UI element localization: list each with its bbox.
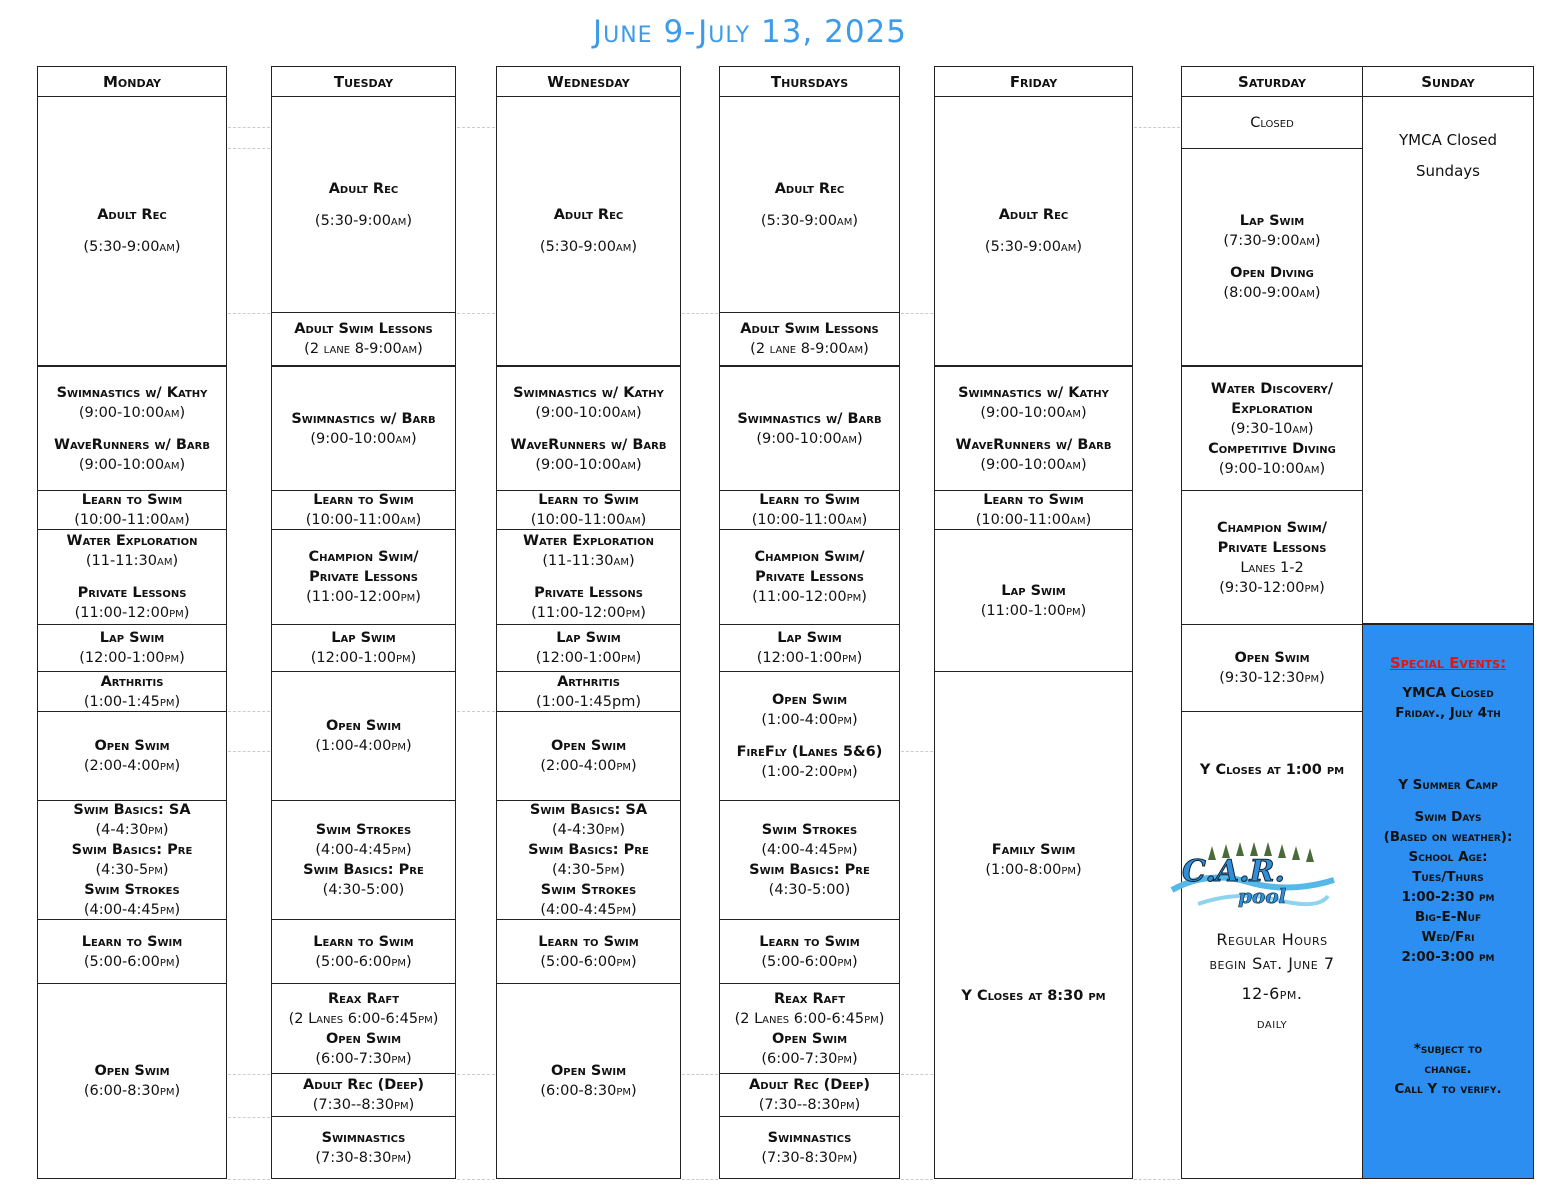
activity-time: (11:00-12:00pm) <box>752 589 867 605</box>
activity-name: Adult Rec <box>97 207 167 223</box>
day-header-sunday: Sunday <box>1362 66 1534 97</box>
activity-name: Learn to Swim <box>983 492 1084 508</box>
activity-name: WaveRunners w/ Barb <box>955 436 1112 453</box>
activity-name: Swim Basics: SA <box>529 802 648 818</box>
activity-name: Lap Swim <box>99 630 165 646</box>
schedule-block <box>719 491 900 530</box>
activity-name: Y Closes at 1:00 pm <box>1199 762 1345 778</box>
activity-time: (9:00-10:00am) <box>535 456 642 473</box>
schedule-block <box>496 625 681 672</box>
activity-name: Adult Swim Lessons <box>294 321 433 337</box>
schedule-block <box>934 672 1133 1179</box>
activity-name: Lap Swim <box>1239 213 1305 229</box>
activity-time: Sundays <box>1416 162 1480 180</box>
activity-name: Adult Rec <box>998 207 1069 223</box>
activity-time: daily <box>1256 1016 1288 1032</box>
activity-time: (4:00-4:45pm) <box>540 902 637 918</box>
schedule-block <box>719 1074 900 1117</box>
activity-time: (1:00-2:00pm) <box>761 764 858 780</box>
activity-time: (11:00-12:00pm) <box>74 605 190 621</box>
activity-time: (9:30-12:00pm) <box>1219 579 1325 596</box>
activity-time: (6:00-8:30pm) <box>83 1083 181 1099</box>
activity-time: (7:30--8:30pm) <box>312 1097 415 1113</box>
activity-time: (5:00-6:00pm) <box>540 953 637 970</box>
activity-time: (1:00-4:00pm) <box>315 738 412 754</box>
activity-time: (5:30-9:00am) <box>539 239 638 255</box>
schedule-block <box>719 530 900 625</box>
schedule-block <box>37 801 227 920</box>
activity-time: YMCA Closed <box>1399 131 1497 149</box>
schedule-block <box>496 712 681 801</box>
activity-name: Open Swim <box>771 1030 848 1047</box>
logo-text: C.A.R. <box>1182 854 1285 889</box>
activity-time: (1:00-1:45pm) <box>83 693 181 710</box>
activity-time: (5:00-6:00pm) <box>761 953 858 970</box>
schedule-block <box>37 625 227 672</box>
activity-time: (10:00-11:00am) <box>305 512 422 528</box>
activity-name: Swimnastics w/ Kathy <box>958 384 1109 401</box>
activity-name: Swim Basics: Pre <box>303 862 424 878</box>
activity-time: (5:00-6:00pm) <box>83 953 181 970</box>
schedule-block <box>719 313 900 366</box>
special-text: 2:00-3:00 pm <box>1401 949 1495 965</box>
schedule-block <box>37 712 227 801</box>
activity-name: Learn to Swim <box>759 492 860 508</box>
schedule-block <box>496 97 681 366</box>
activity-name: Open Swim <box>325 718 402 734</box>
activity-name: Reax Raft <box>773 990 846 1007</box>
activity-time: (9:00-10:00am) <box>980 404 1087 421</box>
activity-time: (2 Lanes 6:00-6:45pm) <box>288 1010 439 1027</box>
activity-time: (4:30-5:00) <box>768 882 851 898</box>
schedule-block <box>719 984 900 1074</box>
special-text: Y Summer Camp <box>1398 777 1498 793</box>
page-title: June 9-July 13, 2025 <box>592 14 907 50</box>
activity-time: (5:30-9:00am) <box>984 239 1083 255</box>
activity-time: (6:00-7:30pm) <box>315 1050 412 1067</box>
activity-name: Private Lessons <box>309 569 418 585</box>
schedule-block <box>496 530 681 625</box>
activity-name: Lap Swim <box>331 630 396 646</box>
schedule-block <box>719 920 900 984</box>
regular-hours-note <box>1182 928 1362 1036</box>
activity-name: Adult Rec <box>328 180 399 197</box>
activity-name: Swimnastics <box>767 1129 852 1146</box>
activity-time: (11-11:30am) <box>85 553 179 569</box>
activity-name: Adult Rec (Deep) <box>303 1077 424 1093</box>
activity-name: Learn to Swim <box>313 933 414 950</box>
schedule-block <box>496 920 681 984</box>
activity-name: Swim Strokes <box>315 822 412 838</box>
schedule-block <box>271 491 456 530</box>
activity-name: Private Lessons <box>534 585 643 601</box>
schedule-block <box>271 366 456 491</box>
activity-name: Adult Rec <box>553 207 624 223</box>
schedule-block <box>496 366 681 491</box>
activity-name: Champion Swim/ <box>754 549 865 565</box>
activity-name: Arthritis <box>100 673 164 690</box>
activity-time: (11:00-12:00pm) <box>306 589 421 605</box>
special-text: Call Y to verify. <box>1394 1081 1502 1097</box>
activity-time: (12:00-1:00pm) <box>535 650 642 666</box>
activity-name: Swim Strokes <box>84 882 180 898</box>
activity-time: (5:30-9:00am) <box>760 212 859 229</box>
schedule-block <box>1181 491 1363 625</box>
schedule-block <box>719 625 900 672</box>
activity-name: Learn to Swim <box>538 492 639 508</box>
special-events-panel <box>1362 624 1534 1179</box>
activity-name: FireFly (Lanes 5&6) <box>736 744 883 760</box>
activity-time: (9:30-10am) <box>1230 420 1314 437</box>
activity-name: Swim Strokes <box>761 822 858 838</box>
activity-name: Private Lessons <box>77 585 187 601</box>
activity-name: Family Swim <box>991 842 1076 858</box>
activity-time: Closed <box>1250 114 1294 131</box>
activity-name: Open Swim <box>771 692 848 708</box>
activity-name: Lap Swim <box>556 630 621 646</box>
special-text: Friday., July 4th <box>1395 705 1501 721</box>
activity-name: Champion Swim/ <box>308 549 419 565</box>
schedule-block <box>934 530 1133 672</box>
activity-name: Swim Basics: Pre <box>71 842 193 858</box>
activity-time: (2 Lanes 6:00-6:45pm) <box>734 1010 885 1027</box>
activity-name: Open Swim <box>550 1063 627 1079</box>
activity-name: Swimnastics <box>321 1129 406 1146</box>
activity-time: (4:30-5pm) <box>95 862 169 878</box>
activity-time: 12-6pm. <box>1241 984 1303 1003</box>
activity-time: (2:00-4:00pm) <box>540 758 637 774</box>
special-text: (Based on weather): <box>1383 829 1513 845</box>
activity-time: Regular Hours <box>1216 930 1328 949</box>
activity-time: (5:00-6:00pm) <box>315 953 412 970</box>
activity-time: (2:00-4:00pm) <box>83 758 181 774</box>
activity-name: Learn to Swim <box>81 492 183 508</box>
activity-time: (7:30-8:30pm) <box>315 1149 412 1166</box>
activity-time: (4-4:30pm) <box>95 822 169 838</box>
activity-name: Swim Basics: SA <box>73 802 191 818</box>
activity-time: (12:00-1:00pm) <box>756 650 863 666</box>
activity-time: (9:00-10:00am) <box>1218 460 1326 477</box>
activity-name: Water Discovery/ <box>1210 380 1334 397</box>
day-header-wednesday: Wednesday <box>496 66 681 97</box>
activity-name: Open Swim <box>94 738 170 754</box>
activity-time: (6:00-8:30pm) <box>540 1083 637 1099</box>
activity-time: (9:00-10:00am) <box>78 456 186 473</box>
special-text: School Age: <box>1408 849 1488 865</box>
special-text: *subject to <box>1413 1041 1483 1057</box>
day-header-saturday: Saturday <box>1181 66 1363 97</box>
activity-name: Champion Swim/ <box>1216 519 1328 536</box>
schedule-block <box>1181 149 1363 366</box>
activity-time: (10:00-11:00am) <box>975 512 1092 528</box>
activity-name: Open Diving <box>1230 265 1314 281</box>
activity-name: Adult Rec (Deep) <box>749 1077 870 1093</box>
activity-name: Lap Swim <box>777 630 842 646</box>
schedule-block <box>934 491 1133 530</box>
activity-time: (4:00-4:45pm) <box>83 902 181 918</box>
activity-name: Open Swim <box>94 1063 170 1079</box>
schedule-block <box>1181 366 1363 491</box>
pool-logo <box>1168 840 1338 920</box>
schedule-block <box>271 97 456 313</box>
activity-time: (10:00-11:00am) <box>74 512 190 528</box>
activity-time: (12:00-1:00pm) <box>310 650 417 666</box>
activity-time: (12:00-1:00pm) <box>79 650 185 666</box>
activity-time: (9:00-10:00am) <box>535 404 642 421</box>
schedule-block <box>496 491 681 530</box>
activity-time: (1:00-1:45pm) <box>536 693 641 710</box>
activity-time: (11:00-1:00pm) <box>980 602 1087 619</box>
activity-time: (11:00-12:00pm) <box>531 605 646 621</box>
schedule-block <box>271 801 456 920</box>
activity-time: (9:00-10:00am) <box>980 456 1087 473</box>
schedule-block <box>271 1117 456 1179</box>
schedule-block <box>496 984 681 1179</box>
activity-name: Swimnastics w/ Barb <box>737 410 882 427</box>
schedule-block <box>934 366 1133 491</box>
activity-name: Learn to Swim <box>538 933 639 950</box>
activity-name: Reax Raft <box>327 990 400 1007</box>
activity-time: (7:30-8:30pm) <box>761 1149 858 1166</box>
activity-time: (4:00-4:45pm) <box>761 842 858 858</box>
day-header-monday: Monday <box>37 66 227 97</box>
activity-time: (7:30--8:30pm) <box>758 1097 861 1113</box>
schedule-block <box>496 801 681 920</box>
activity-time: (4:30-5pm) <box>552 862 625 878</box>
schedule-block <box>37 920 227 984</box>
activity-time: begin Sat. June 7 <box>1209 954 1335 973</box>
activity-name: WaveRunners w/ Barb <box>510 436 667 453</box>
special-text: 1:00-2:30 pm <box>1401 889 1495 905</box>
logo-subtext: pool <box>1238 884 1287 908</box>
activity-name: Learn to Swim <box>759 933 860 950</box>
activity-time: (4:00-4:45pm) <box>315 842 412 858</box>
activity-time: (11-11:30am) <box>542 553 635 569</box>
schedule-block <box>271 984 456 1074</box>
activity-name: Open Swim <box>550 738 627 754</box>
activity-name: Private Lessons <box>755 569 864 585</box>
activity-name: Lap Swim <box>1001 582 1066 599</box>
activity-name: Open Swim <box>325 1030 402 1047</box>
activity-name: Adult Rec <box>774 180 845 197</box>
schedule-block <box>37 366 227 491</box>
schedule-block <box>719 672 900 801</box>
activity-time: (9:00-10:00am) <box>756 430 863 447</box>
activity-name: Swim Strokes <box>540 882 637 898</box>
activity-time: (4:30-5:00) <box>322 882 405 898</box>
activity-time: (1:00-8:00pm) <box>985 862 1082 878</box>
activity-time: Lanes 1-2 <box>1240 559 1304 576</box>
schedule-block <box>271 672 456 801</box>
activity-name: Private Lessons <box>1217 539 1327 556</box>
schedule-block <box>719 1117 900 1179</box>
activity-name: Swimnastics w/ Kathy <box>513 384 664 401</box>
day-header-tuesday: Tuesday <box>271 66 456 97</box>
activity-time: (9:00-10:00am) <box>78 404 186 421</box>
schedule-block <box>719 801 900 920</box>
schedule-block <box>496 672 681 712</box>
schedule-block <box>37 984 227 1179</box>
activity-time: (2 lane 8-9:00am) <box>750 341 869 357</box>
activity-time: (2 lane 8-9:00am) <box>304 341 423 357</box>
activity-name: Arthritis <box>557 673 620 690</box>
activity-name: Y Closes at 8:30 pm <box>961 988 1106 1004</box>
activity-name: Swim Basics: Pre <box>528 842 649 858</box>
day-header-friday: Friday <box>934 66 1133 97</box>
activity-time: (8:00-9:00am) <box>1223 285 1321 301</box>
activity-name: Swim Basics: Pre <box>749 862 870 878</box>
schedule-block <box>719 97 900 313</box>
day-header-thursday: Thursdays <box>719 66 900 97</box>
schedule-block <box>1362 97 1534 624</box>
activity-name: Swimnastics w/ Barb <box>291 410 436 427</box>
activity-name: Swimnastics w/ Kathy <box>56 384 208 401</box>
activity-name: WaveRunners w/ Barb <box>54 436 210 453</box>
special-text: Big-E-Nuf <box>1414 909 1482 925</box>
activity-time: (10:00-11:00am) <box>751 512 868 528</box>
special-text: Wed/Fri <box>1421 929 1475 945</box>
schedule-block <box>37 97 227 366</box>
special-text: Tues/Thurs <box>1412 869 1484 885</box>
schedule-block <box>271 920 456 984</box>
schedule-block <box>271 625 456 672</box>
activity-time: (5:30-9:00am) <box>314 212 413 229</box>
activity-name: Learn to Swim <box>313 492 414 508</box>
schedule-block <box>934 97 1133 366</box>
activity-name: Exploration <box>1231 400 1313 417</box>
activity-name: Adult Swim Lessons <box>740 321 879 337</box>
schedule-block <box>719 366 900 491</box>
special-text: Swim Days <box>1414 809 1482 825</box>
special-events-heading: Special Events: <box>1389 654 1507 672</box>
activity-name: Open Swim <box>1234 650 1310 666</box>
activity-name: Learn to Swim <box>81 933 183 950</box>
activity-time: (1:00-4:00pm) <box>761 712 858 728</box>
special-text: change. <box>1424 1061 1472 1077</box>
activity-name: Water Exploration <box>66 533 198 549</box>
activity-time: (4-4:30pm) <box>552 822 625 838</box>
activity-time: (7:30-9:00am) <box>1223 233 1321 249</box>
schedule-block <box>37 491 227 530</box>
schedule-block <box>1181 625 1363 712</box>
activity-time: (9:30-12:30pm) <box>1219 670 1325 686</box>
activity-name: Water Exploration <box>523 533 654 549</box>
schedule-block <box>1181 97 1363 149</box>
schedule-block <box>37 530 227 625</box>
activity-time: (10:00-11:00am) <box>530 512 647 528</box>
activity-name: Competitive Diving <box>1208 440 1336 457</box>
schedule-block <box>271 530 456 625</box>
schedule-block <box>271 313 456 366</box>
activity-time: (9:00-10:00am) <box>310 430 417 447</box>
activity-time: (5:30-9:00am) <box>83 239 181 255</box>
activity-time: (6:00-7:30pm) <box>761 1050 858 1067</box>
schedule-block <box>37 672 227 712</box>
schedule-block <box>271 1074 456 1117</box>
special-text: YMCA Closed <box>1402 685 1494 701</box>
